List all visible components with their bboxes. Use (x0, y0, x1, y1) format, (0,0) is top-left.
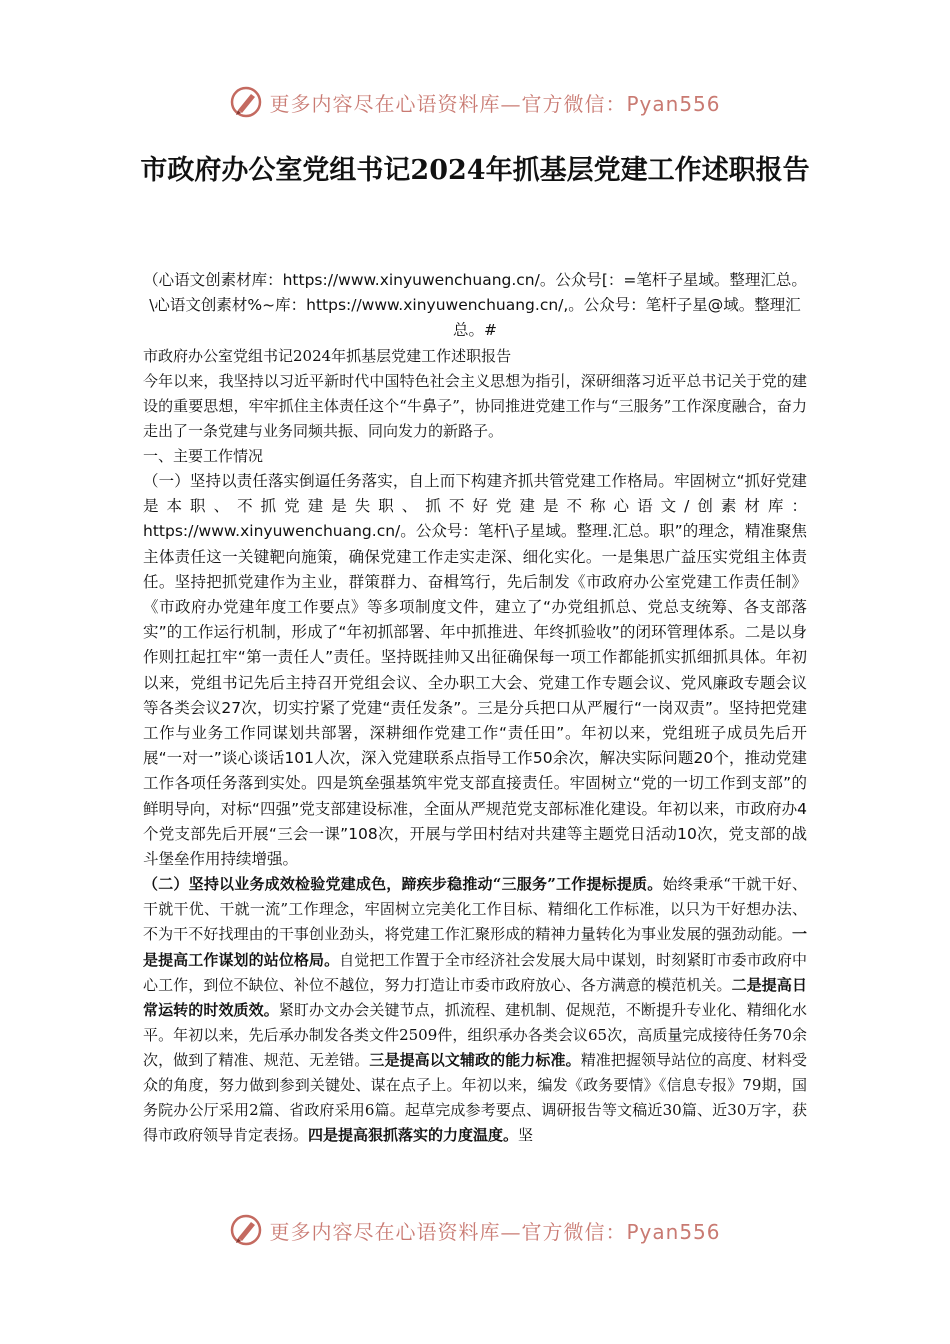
subtitle-repeat: 市政府办公室党组书记2024年抓基层党建工作述职报告 (143, 347, 512, 365)
point-1-heading: 一是提高工作谋划的站位格局。 (143, 925, 807, 969)
paragraph-2 (143, 872, 807, 1148)
pen-circle-logo-icon (229, 1213, 263, 1247)
page-title: 市政府办公室党组书记2024年抓基层党建工作述职报告 (140, 155, 810, 186)
watermark-banner-top (0, 82, 950, 122)
paragraph-2-text: 始终秉承“干就干好、干就干优、干就一流”工作理念，牢固树立完美化工作目标、精细化工作标准，以只为干好想办法、不为干不好找理由的干事创业劲头，将党建工作汇聚形成的精神力量转化为事业发展的强劲动能。 (143, 875, 807, 944)
watermark-text: 更多内容尽在心语资料库—官方微信：Pyan556 (269, 91, 721, 116)
intro-paragraph: 今年以来，我坚持以习近平新时代中国特色社会主义思想为指引，深研细落习近平总书记关于党的建设的重要思想，牢牢抓住主体责任这个“牛鼻子”，协同推进党建工作与“三服务”工作深度融合，奋力走出了一条党建与业务同频共振、同向发力的新路子。 (143, 372, 807, 440)
point-1-text: 自觉把工作置于全市经济社会发展大局中谋划，时刻紧盯市委市政府中心工作，到位不缺位、补位不越位，努力打造让市委市政府放心、各方满意的模范机关。 (143, 950, 807, 994)
section-heading: 一、主要工作情况 (143, 447, 264, 465)
source-note: （心语文创素材库：https://www.xinyuwenchuang.cn/。公众号[：=笔杆子星域。整理汇总。\心语文创素材%~库：https://www.xinyuwenchuang.cn/,。公众号：笔杆子星@域。整理汇总。# (143, 271, 807, 339)
document-body (143, 344, 807, 1148)
watermark-banner-bottom (0, 1210, 950, 1250)
paragraph-2-heading: （二）坚持以业务成效检验党建成色，蹄疾步稳推动“三服务”工作提标提质。 (143, 875, 663, 894)
watermark-text: 更多内容尽在心语资料库—官方微信：Pyan556 (269, 1219, 721, 1244)
point-3-text: 精准把握领导站位的高度、材料受众的角度，努力做到参到关键处、谋在点子上。年初以来，编发《政务要情》《信息专报》79期，国务院办公厅采用2篇、省政府采用6篇。起草完成参考要点、调研报告等文稿近30篇、近30万字，获得市政府领导肯定表扬。 (143, 1050, 807, 1145)
pen-circle-logo-icon (229, 85, 263, 119)
point-3-heading: 三是提高以文辅政的能力标准。 (369, 1050, 581, 1069)
point-4-text: 坚 (518, 1126, 534, 1145)
paragraph-1: （一）坚持以责任落实倒逼任务落实，自上而下构建齐抓共管党建工作格局。牢固树立“抓好党建是本职、不抓党建是失职、抓不好党建是不称心语文/创素材库：https://www.xinyuwenchuang.cn/。公众号：笔杆\子星域。整理.汇总。职”的理念，精准聚焦主体责任这一关键靶向施策，确保党建工作走实走深、细化实化。一是集思广益压实党组主体责任。坚持把抓党建作为主业，群策群力、奋楫笃行，先后制发《市政府办公室党建工作责任制》《市政府办党建年度工作要点》等多项制度文件，建立了“办党组抓总、党总支统筹、各支部落实”的工作运行机制，形成了“年初抓部署、年中抓推进、年终抓验收”的闭环管理体系。二是以身作则扛起扛牢“第一责任人”责任。坚持既挂帅又出征确保每一项工作都能抓实抓细抓具体。年初以来，党组书记先后主持召开党组会议、全办职工大会、党建工作专题会议、党风廉政专题会议等各类会议27次，切实拧紧了党建“责任发条”。三是分兵把口从严履行“一岗双责”。坚持把党建工作与业务工作同谋划共部署，深耕细作党建工作“责任田”。年初以来，党组班子成员先后开展“一对一”谈心谈话101人次，深入党建联系点指导工作50余次，解决实际问题20个，推动党建工作各项任务落到实处。四是筑垒强基筑牢党支部直接责任。牢固树立“党的一切工作到支部”的鲜明导向，对标“四强”党支部建设标准，全面从严规范党支部标准化建设。年初以来，市政府办4个党支部先后开展“三会一课”108次，开展与学田村结对共建等主题党日活动10次，党支部的战斗堡垒作用持续增强。 (143, 472, 807, 869)
point-2-heading: 二是提高日常运转的时效质效。 (143, 975, 807, 1019)
point-2-text: 紧盯办文办会关键节点，抓流程、建机制、促规范，不断提升专业化、精细化水平。年初以来，先后承办制发各类文件2509件，组织承办各类会议65次，高质量完成接待任务70余次，做到了精准、规范、无差错。 (143, 1000, 807, 1069)
point-4-heading: 四是提高狠抓落实的力度温度。 (308, 1126, 519, 1145)
